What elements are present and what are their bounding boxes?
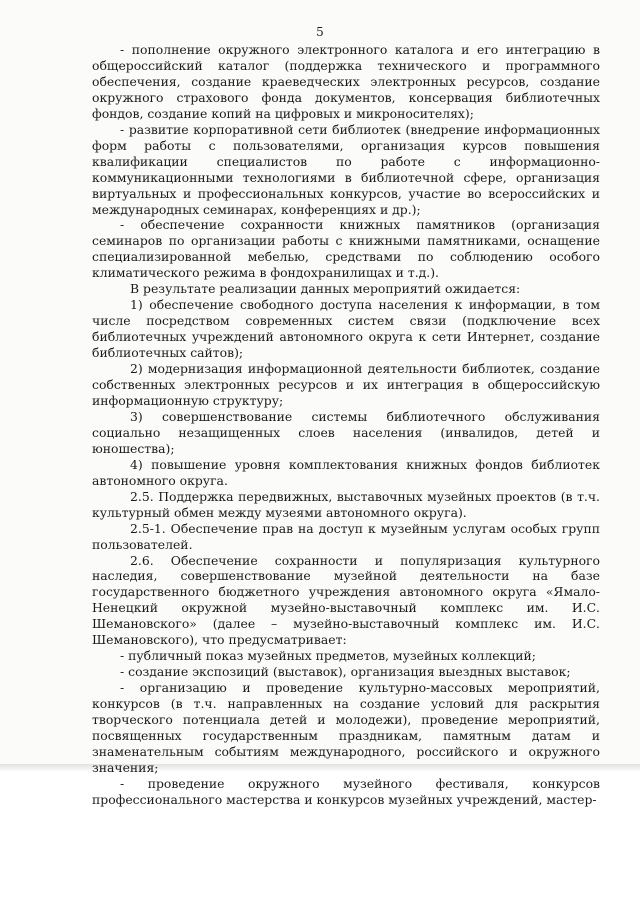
paragraph-result-1: 1) обеспечение свободного доступа населения к информации, в том числе посредством современных систем связи (подключение всех библиотечных учреждений автономного округа к сети Интернет, создание библиотечных сайтов); bbox=[92, 297, 600, 361]
paragraph-section-2-5-1: 2.5-1. Обеспечение прав на доступ к музейным услугам особых групп пользователей. bbox=[92, 520, 600, 552]
paragraph-cultural-events: - организацию и проведение культурно-массовых мероприятий, конкурсов (в т.ч. направленных на создание условий для раскрытия творческого потенциала детей и молодежи), проведение мероприятий, посвященных государственным праздникам, памятным датам и знаменательным событиям международного, российского и окружного значения; bbox=[92, 680, 600, 775]
paragraph-section-2-6: 2.6. Обеспечение сохранности и популяризация культурного наследия, совершенствование музейной деятельности на базе государственного бюджетного учреждения автономного округа «Ямало-Ненецкий окружной музейно-выставочный комплекс им. И.С. Шемановского» (далее – музейно-выставочный комплекс им. И.С. Шемановского), что предусматривает: bbox=[92, 552, 600, 648]
paragraph-result-3: 3) совершенствование системы библиотечного обслуживания социально незащищенных слоев населения (инвалидов, детей и юношества); bbox=[92, 408, 600, 456]
document-body bbox=[92, 42, 600, 808]
page-number: 5 bbox=[316, 25, 324, 39]
paragraph-book-monuments: - обеспечение сохранности книжных памятников (организация семинаров по организации работы с книжными памятниками, оснащение специализированной мебелью, средствами по соблюдению особого климатического режима в фондохранилищах и т.д.). bbox=[92, 217, 600, 281]
paragraph-public-display: - публичный показ музейных предметов, музейных коллекций; bbox=[120, 648, 536, 664]
paragraph-corporate-network: - развитие корпоративной сети библиотек (внедрение информационных форм работы с пользователями, организация курсов повышения квалификации специалистов по работе с информационно-коммуникационными технологиями в библиотечной сфере, организация виртуальных и профессиональных конкурсов, участие во всероссийских и международных семинарах, конференциях и др.); bbox=[92, 121, 600, 217]
paragraph-expected-results: В результате реализации данных мероприятий ожидается: bbox=[130, 281, 521, 297]
paragraph-catalog-integration: - пополнение окружного электронного каталога и его интеграцию в общероссийский каталог (поддержка технического и программного обеспечения, создание краеведческих электронных ресурсов, создание окружного страхового фонда документов, консервация библиотечных фондов, создание копий на цифровых и микроносителях); bbox=[92, 42, 600, 121]
paragraph-section-2-5: 2.5. Поддержка передвижных, выставочных музейных проектов (в т.ч. культурный обмен между музеями автономного округа). bbox=[92, 488, 600, 520]
paragraph-result-4: 4) повышение уровня комплектования книжных фондов библиотек автономного округа. bbox=[92, 456, 600, 488]
paragraph-result-2: 2) модернизация информационной деятельности библиотек, создание собственных электронных ресурсов и их интеграция в общероссийскую информационную структуру; bbox=[92, 361, 600, 408]
paragraph-expositions: - создание экспозиций (выставок), организация выездных выставок; bbox=[120, 664, 571, 680]
paragraph-museum-festival: - проведение окружного музейного фестиваля, конкурсов профессионального мастерства и конкурсов музейных учреждений, мастер- bbox=[92, 775, 600, 807]
